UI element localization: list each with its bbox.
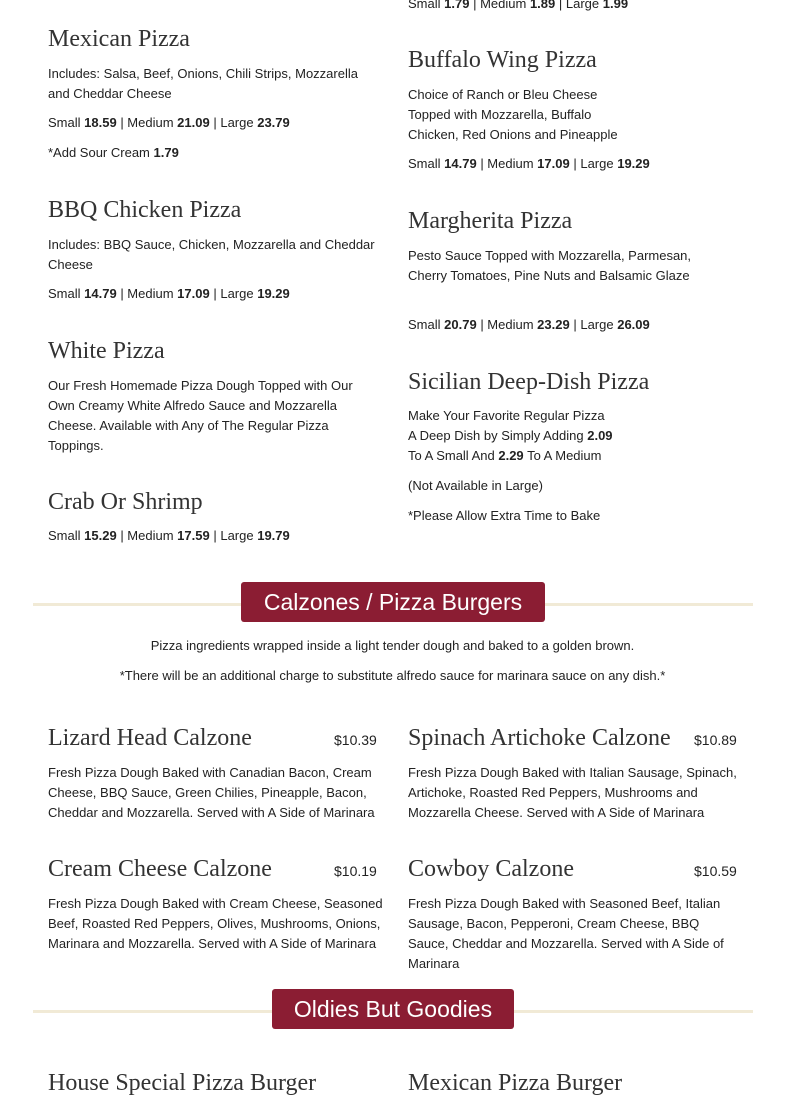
item-title: Buffalo Wing Pizza <box>408 47 597 73</box>
item-description: Fresh Pizza Dough Baked with Italian Sausage, Spinach, Artichoke, Roasted Red Peppers, Mushrooms and Mozzarella Cheese. Served with A Side of Marinara <box>408 765 737 820</box>
item-sizes: Small 14.79 | Medium 17.09 | Large 19.29 <box>48 286 290 301</box>
item-sizes: Small 15.29 | Medium 17.59 | Large 19.79 <box>48 528 290 543</box>
item-title: BBQ Chicken Pizza <box>48 197 242 223</box>
item-note: (Not Available in Large) <box>408 478 543 493</box>
item-title: Lizard Head Calzone <box>48 725 252 751</box>
item-description: Fresh Pizza Dough Baked with Canadian Bacon, Cream Cheese, BBQ Sauce, Green Chilies, Pineapple, Bacon, Cheddar and Mozzarella. Served with A Side of Marinara <box>48 765 375 820</box>
item-description: Fresh Pizza Dough Baked with Cream Cheese, Seasoned Beef, Roasted Red Peppers, Olives, Mushrooms, Onions, Marinara and Mozzarella. Served with A Side of Marinara <box>48 896 383 951</box>
item-title: Mexican Pizza <box>48 26 190 52</box>
item-title: Spinach Artichoke Calzone <box>408 725 671 751</box>
item-sizes: Small 20.79 | Medium 23.29 | Large 26.09 <box>408 317 650 332</box>
item-title: White Pizza <box>48 338 165 364</box>
section-header: Oldies But Goodies <box>272 989 514 1029</box>
item-description-line: Make Your Favorite Regular Pizza <box>408 408 605 423</box>
item-description-line: A Deep Dish by Simply Adding 2.09 <box>408 428 613 443</box>
top-fragment-prices: Small 1.79 | Medium 1.89 | Large 1.99 <box>408 0 629 11</box>
item-description: Fresh Pizza Dough Baked with Seasoned Beef, Italian Sausage, Bacon, Pepperoni, Cream Cheese, BBQ Sauce, Cheddar and Mozzarella. Served with A Side of Marinara <box>408 896 724 971</box>
item-title: Crab Or Shrimp <box>48 489 203 515</box>
item-title: Sicilian Deep-Dish Pizza <box>408 369 650 395</box>
item-price: $10.89 <box>694 732 737 748</box>
item-title-partial: House Special Pizza Burger <box>48 1070 317 1096</box>
item-title-partial: Mexican Pizza Burger <box>408 1070 623 1096</box>
item-price: $10.19 <box>334 863 377 879</box>
section-intro: Pizza ingredients wrapped inside a light tender dough and baked to a golden brown. <box>150 638 635 653</box>
item-description: Choice of Ranch or Bleu Cheese Topped with Mozzarella, Buffalo Chicken, Red Onions and Pineapple <box>408 87 618 142</box>
item-title: Margherita Pizza <box>408 208 573 234</box>
section-note: *There will be an additional charge to substitute alfredo sauce for marinara sauce on any dish.* <box>119 668 666 683</box>
item-price: $10.59 <box>694 863 737 879</box>
item-description-line: To A Small And 2.29 To A Medium <box>408 448 602 463</box>
item-description: Pesto Sauce Topped with Mozzarella, Parmesan, Cherry Tomatoes, Pine Nuts and Balsamic Glaze <box>408 248 692 283</box>
item-price: $10.39 <box>334 732 377 748</box>
item-title: Cream Cheese Calzone <box>48 856 272 882</box>
item-description: Includes: BBQ Sauce, Chicken, Mozzarella and Cheddar Cheese <box>48 237 375 272</box>
item-note: *Please Allow Extra Time to Bake <box>408 508 601 523</box>
item-description: Our Fresh Homemade Pizza Dough Topped with Our Own Creamy White Alfredo Sauce and Mozzarella Cheese. Available with Any of The Regular Pizza Toppings. <box>48 378 353 453</box>
item-description: Includes: Salsa, Beef, Onions, Chili Strips, Mozzarella and Cheddar Cheese <box>48 66 358 101</box>
section-header: Calzones / Pizza Burgers <box>241 582 545 622</box>
item-title: Cowboy Calzone <box>408 856 574 882</box>
item-sizes: Small 18.59 | Medium 21.09 | Large 23.79 <box>48 115 290 130</box>
item-note: *Add Sour Cream 1.79 <box>48 145 179 160</box>
item-sizes: Small 14.79 | Medium 17.09 | Large 19.29 <box>408 156 650 171</box>
